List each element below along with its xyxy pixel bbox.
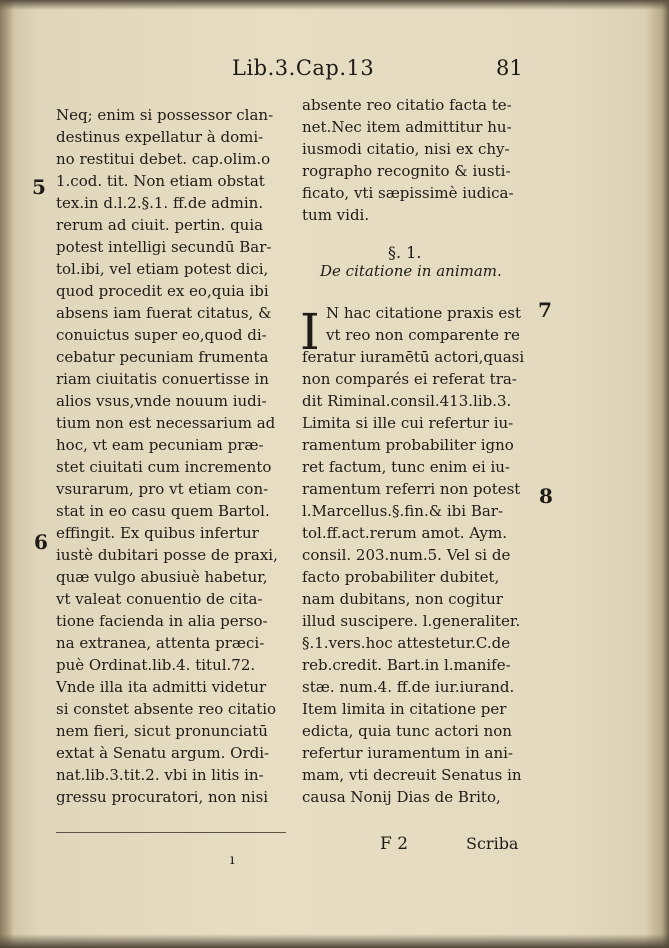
text-line: reb.credit. Bart.in l.manife- [302,656,511,674]
text-line: rographo recognito & iusti- [302,162,511,180]
text-line: edicta, quia tunc actori non [302,722,512,740]
section-mark: §. 1. [388,243,422,262]
footer-tick: ı [230,852,235,868]
text-line: tex.in d.l.2.§.1. ff.de admin. [56,194,264,212]
folio-number: 81 [496,56,523,80]
text-line: stat in eo casu quem Bartol. [56,502,270,520]
text-line: feratur iuramētū actori,quasi [302,348,525,366]
text-line: Vnde illa ita admitti videtur [56,678,267,696]
text-line: potest intelligi secundū Bar- [56,238,272,256]
text-line: tione facienda in alia perso- [56,612,268,630]
text-line: quæ vulgo abusiuè habetur, [56,568,268,586]
text-line: si constet absente reo citatio [56,700,277,718]
text-line: nem fieri, sicut pronunciatū [56,722,268,740]
text-line: tol.ff.act.rerum amot. Aym. [302,524,507,542]
margin-note-7: 7 [538,298,552,322]
text-line: destinus expellatur à domi- [56,128,264,146]
section-title: De citatione in animam. [320,262,502,280]
text-line: Limita si ille cui refertur iu- [302,414,514,432]
text-line: no restitui debet. cap.olim.o [56,150,271,168]
column-end-rule [56,832,286,833]
catchword: Scriba [466,834,519,853]
text-line: vt reo non comparente re [326,326,520,344]
left-column [56,104,286,808]
page-edge-top [0,0,669,10]
text-line: alios vsus,vnde nouum iudi- [56,392,267,410]
text-line: effingit. Ex quibus infertur [56,524,259,542]
text-line: na extranea, attenta præci- [56,634,265,652]
text-line: §.1.vers.hoc attestetur.C.de [302,634,511,652]
text-line: ret factum, tunc enim ei iu- [302,458,511,476]
text-line: mam, vti decreuit Senatus in [302,766,522,784]
signature-mark: F 2 [380,834,409,854]
text-line: gressu procuratori, non nisi [56,788,269,806]
text-line: Item limita in citatione per [302,700,507,718]
text-line: causa Nonij Dias de Brito, [302,788,501,806]
text-line: tum vidi. [302,206,370,224]
text-line: 1.cod. tit. Non etiam obstat [56,172,265,190]
text-line: nat.lib.3.tit.2. vbi in litis in- [56,766,264,784]
page-edge-right [645,0,669,948]
text-line: puè Ordinat.lib.4. titul.72. [56,656,256,674]
text-line: ramentum probabiliter igno [302,436,514,454]
text-line: cebatur pecuniam frumenta [56,348,269,366]
page-spine-shadow [0,0,14,948]
right-column-body-indented [326,302,534,346]
right-column-body [302,346,534,808]
text-line: N hac citatione praxis est [326,304,522,322]
right-column-top [302,94,534,226]
text-line: tium non est necessarium ad [56,414,276,432]
running-head: Lib.3.Cap.13 [232,56,375,80]
text-line: l.Marcellus.§.fin.& ibi Bar- [302,502,504,520]
text-line: vt valeat conuentio de cita- [56,590,263,608]
margin-note-8: 8 [539,484,553,508]
page-edge-bottom [0,934,669,948]
text-line: dit Riminal.consil.413.lib.3. [302,392,512,410]
text-line: quod procedit ex eo,quia ibi [56,282,269,300]
text-line: tol.ibi, vel etiam potest dici, [56,260,269,278]
text-line: absente reo citatio facta te- [302,96,512,114]
drop-capital: I [300,303,320,361]
text-line: facto probabiliter dubitet, [302,568,500,586]
text-line: riam ciuitatis conuertisse in [56,370,269,388]
text-line: Neq; enim si possessor clan- [56,106,274,124]
text-line: extat à Senatu argum. Ordi- [56,744,270,762]
text-line: iustè dubitari posse de praxi, [56,546,278,564]
text-line: stæ. num.4. ff.de iur.iurand. [302,678,515,696]
text-line: nam dubitans, non cogitur [302,590,503,608]
text-line: refertur iuramentum in ani- [302,744,513,762]
text-line: illud suscipere. l.generaliter. [302,612,521,630]
text-line: rerum ad ciuit. pertin. quia [56,216,264,234]
text-line: vsurarum, pro vt etiam con- [56,480,269,498]
text-line: iusmodi citatio, nisi ex chy- [302,140,510,158]
text-line: ficato, vti sæpissimè iudica- [302,184,514,202]
text-line: net.Nec item admittitur hu- [302,118,512,136]
margin-note-6: 6 [34,530,48,554]
text-line: non comparés ei referat tra- [302,370,517,388]
text-line: conuictus super eo,quod di- [56,326,267,344]
text-line: stet ciuitati cum incremento [56,458,272,476]
text-line: hoc, vt eam pecuniam præ- [56,436,264,454]
text-line: consil. 203.num.5. Vel si de [302,546,511,564]
margin-note-5: 5 [32,175,46,199]
text-line: ramentum referri non potest [302,480,521,498]
text-line: absens iam fuerat citatus, & [56,304,272,322]
